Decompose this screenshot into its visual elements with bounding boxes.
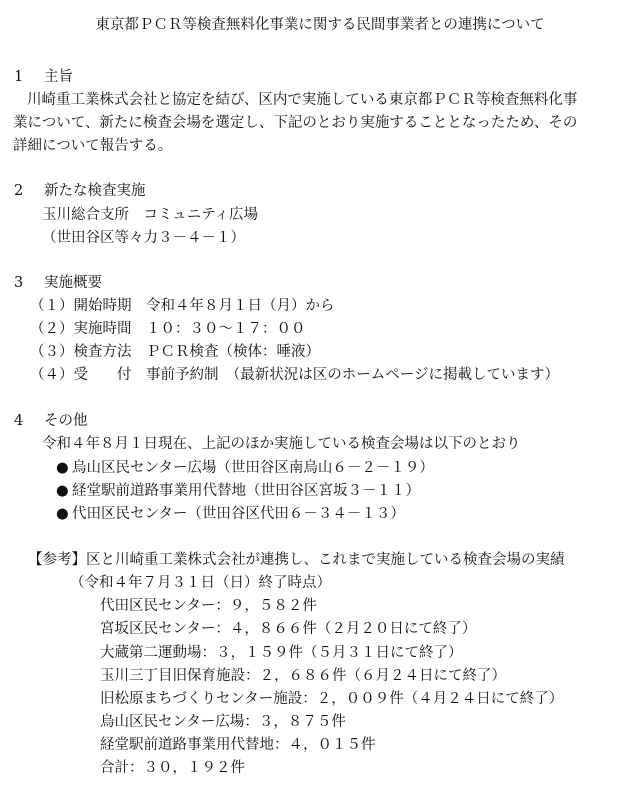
reference-text: 区と川崎重工業株式会社が連携し、これまで実施している検査会場の実績 [86,552,565,568]
venue-list-item [56,504,405,524]
bullet-icon: ● [56,483,69,499]
venue-list-item [56,458,434,478]
result-item: 旧松原まちづくりセンター施設：２，００９件（４月２４日にて終了） [100,691,564,707]
section-4-intro: 令和４年８月１日現在、上記のほか実施している検査会場は以下のとおり [42,436,521,452]
section-4-heading: その他 [44,413,88,429]
section-2-number: 2 [14,183,24,199]
bullet-icon: ● [56,506,69,522]
section-1-number: 1 [14,69,24,85]
reference-line [28,550,565,570]
result-item: 宮坂区民センター：４，８６６件（２月２０日にて終了） [100,621,477,637]
section-4-number: 4 [14,413,24,429]
result-item: 経堂駅前道路事業用代替地：４，０１５件 [100,737,376,753]
reference-period: （令和４年７月３１日（日）終了時点） [70,575,331,591]
venue-list-item [56,481,420,501]
section-1-body-line: 川崎重工業株式会社と協定を結び、区内で実施している東京都ＰＣＲ等検査無料化事 [27,92,578,108]
section-2-body-line: （世田谷区等々力３－４－１） [42,230,245,246]
venue-text: 烏山区民センター広場（世田谷区南烏山６－２－１９） [72,460,434,476]
section-1-heading: 主旨 [44,69,73,85]
section-3-heading: 実施概要 [44,275,102,291]
section-2-heading: 新たな検査実施 [44,183,146,199]
venue-text: 代田区民センター（世田谷区代田６－３４－１３） [72,506,405,522]
section-2-body-line: 玉川総合支所 コミュニティ広場 [42,207,259,223]
section-3-number: 3 [14,275,24,291]
bullet-icon: ● [56,460,69,476]
result-item: 烏山区民センター広場：３，８７５件 [100,714,346,730]
result-item: 代田区民センター：９，５８２件 [100,598,317,614]
section-3-item: （３）検査方法 ＰＣＲ検査（検体：唾液） [30,344,320,360]
section-3-item: （２）実施時間 １０：３０～１７：００ [30,321,306,337]
section-1-body-line: 詳細について報告する。 [13,138,173,154]
document-title: 東京都ＰＣＲ等検査無料化事業に関する民間事業者との連携について [95,17,545,33]
result-item: 大蔵第二運動場：３，１５９件（５月３１日にて終了） [100,645,463,661]
result-total: 合計：３０，１９２件 [100,760,245,776]
reference-label: 【参考】 [28,552,86,568]
section-3-item: （１）開始時期 令和４年８月１日（月）から [30,298,335,314]
venue-text: 経堂駅前道路事業用代替地（世田谷区宮坂３－１１） [72,483,420,499]
result-item: 玉川三丁目旧保育施設：２，６８６件（６月２４日にて終了） [100,668,506,684]
section-3-item: （４）受 付 事前予約制 （最新状況は区のホームページに掲載しています） [30,367,559,383]
section-1-body-line: 業について、新たに検査会場を選定し、下記のとおり実施することとなったため、その [13,115,578,131]
